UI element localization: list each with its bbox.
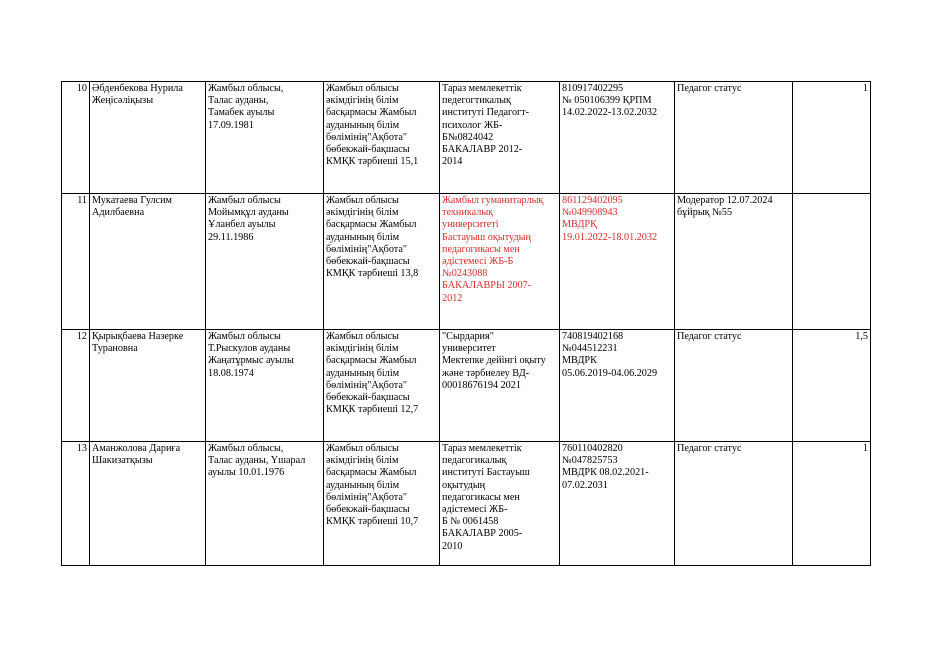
row-number-text: 11 — [77, 195, 87, 206]
category-cell-text: Модератор 12.07.2024 бұйрық №55 — [677, 195, 773, 219]
score-cell-text: 1 — [862, 443, 868, 454]
birthplace-cell — [206, 194, 324, 330]
full-name-cell — [90, 330, 206, 442]
table-row — [62, 194, 871, 330]
birthplace-cell-text: Жамбыл облысы, Талас ауданы, Үшарал ауылы 10.01.1976 — [208, 443, 306, 479]
certificate-cell — [560, 194, 675, 330]
score-cell-text: 1 — [862, 83, 868, 94]
table-body — [62, 82, 871, 566]
score-cell — [793, 194, 871, 330]
category-cell — [675, 330, 793, 442]
score-cell — [793, 442, 871, 566]
category-cell-text: Педагог статус — [677, 83, 742, 94]
row-number — [62, 82, 90, 194]
row-number — [62, 330, 90, 442]
table-row — [62, 330, 871, 442]
category-cell — [675, 82, 793, 194]
full-name-cell-text: Аманжолова Дариға Шакизатқызы — [92, 443, 181, 467]
education-cell — [440, 194, 560, 330]
workplace-cell-text: Жамбыл облысы әкімдігінің білім басқармасы Жамбыл ауданының білім бөлімінің"Ақбота" бөбекжай-бақшасы КМҚК тәрбиеші 12,7 — [326, 331, 419, 416]
workplace-cell-text: Жамбыл облысы әкімдігінің білім басқармасы Жамбыл ауданының білім бөлімінің"Ақбота" бөбекжай-бақшасы КМҚК тәрбиеші 10,7 — [326, 443, 419, 528]
table-row — [62, 442, 871, 566]
certificate-cell-text: 760110402820 №047825753 МВДРК 08.02.2021- 07.02.2031 — [562, 443, 649, 491]
category-cell — [675, 194, 793, 330]
full-name-cell-text: Әбденбекова Нурила Жеңісәліқызы — [92, 83, 183, 107]
row-number — [62, 442, 90, 566]
birthplace-cell — [206, 82, 324, 194]
workplace-cell-text: Жамбыл облысы әкімдігінің білім басқармасы Жамбыл ауданының білім бөлімінің"Ақбота" бөбекжай-бақшасы КМҚК тәрбиеші 15,1 — [326, 83, 419, 168]
category-cell — [675, 442, 793, 566]
birthplace-cell — [206, 442, 324, 566]
score-cell — [793, 330, 871, 442]
row-number-text: 12 — [76, 331, 87, 342]
workplace-cell — [324, 194, 440, 330]
score-cell — [793, 82, 871, 194]
education-cell-text: Тараз мемлекеттік педагогикалық институті Бастауыш оқытудың педагогикасы мен әдістемесі ЖБ- Б № 0061458 БАКАЛАВР 2005- 2010 — [442, 443, 530, 552]
certificate-cell — [560, 330, 675, 442]
row-number — [62, 194, 90, 330]
table-row — [62, 82, 871, 194]
birthplace-cell-text: Жамбыл облысы Мойымқұл ауданы Ұланбел ауылы 29.11.1986 — [208, 195, 289, 243]
workplace-cell — [324, 82, 440, 194]
row-number-text: 10 — [76, 83, 87, 94]
education-cell — [440, 82, 560, 194]
certificate-cell-text: 810917402295 № 050106399 ҚРПМ 14.02.2022-13.02.2032 — [562, 83, 658, 119]
education-cell-text: Жамбыл гуманитарлық техникалық университеті Бастауыш оқытудың педагогикасы мен әдістемесі ЖБ-Б №0243088 БАКАЛАВРЫ 2007- 2012 — [442, 195, 544, 304]
full-name-cell-text: Мукатаева Гулсим Адилбаевна — [92, 195, 172, 219]
certificate-cell — [560, 442, 675, 566]
category-cell-text: Педагог статус — [677, 443, 742, 454]
category-cell-text: Педагог статус — [677, 331, 742, 342]
certificate-cell — [560, 82, 675, 194]
full-name-cell-text: Қырықбаева Назерке Турановна — [92, 331, 184, 355]
education-cell — [440, 442, 560, 566]
score-cell-text: 1,5 — [855, 331, 868, 342]
education-cell-text: Тараз мемлекеттік педегогтикалық институті Педагогт- психолог ЖБ- Б№0824042 БАКАЛАВР 2012- 2014 — [442, 83, 530, 168]
workplace-cell — [324, 442, 440, 566]
full-name-cell — [90, 82, 206, 194]
education-cell — [440, 330, 560, 442]
certificate-cell-text: 861129402095 №049908943 МВДРҚ 19.01.2022-18.01.2032 — [562, 195, 658, 243]
certificate-cell-text: 740819402168 №044512231 МВДРК 05.06.2019-04.06.2029 — [562, 331, 658, 379]
birthplace-cell-text: Жамбыл облысы, Талас ауданы, Тамабек ауылы 17.09.1981 — [208, 83, 284, 131]
row-number-text: 13 — [76, 443, 87, 454]
workplace-cell — [324, 330, 440, 442]
full-name-cell — [90, 442, 206, 566]
staff-table — [61, 81, 871, 566]
birthplace-cell — [206, 330, 324, 442]
workplace-cell-text: Жамбыл облысы әкімдігінің білім басқармасы Жамбыл ауданының білім бөлімінің"Ақбота" бөбекжай-бақшасы КМҚК тәрбиеші 13,8 — [326, 195, 419, 280]
education-cell-text: "Сырдария" университет Мектепке дейінгі оқыту және тәрбиелеу ВД- 00018676194 2021 — [442, 331, 546, 391]
full-name-cell — [90, 194, 206, 330]
birthplace-cell-text: Жамбыл облысы Т.Рыскулов ауданы Жаңатұрмыс ауылы 18.08.1974 — [208, 331, 294, 379]
